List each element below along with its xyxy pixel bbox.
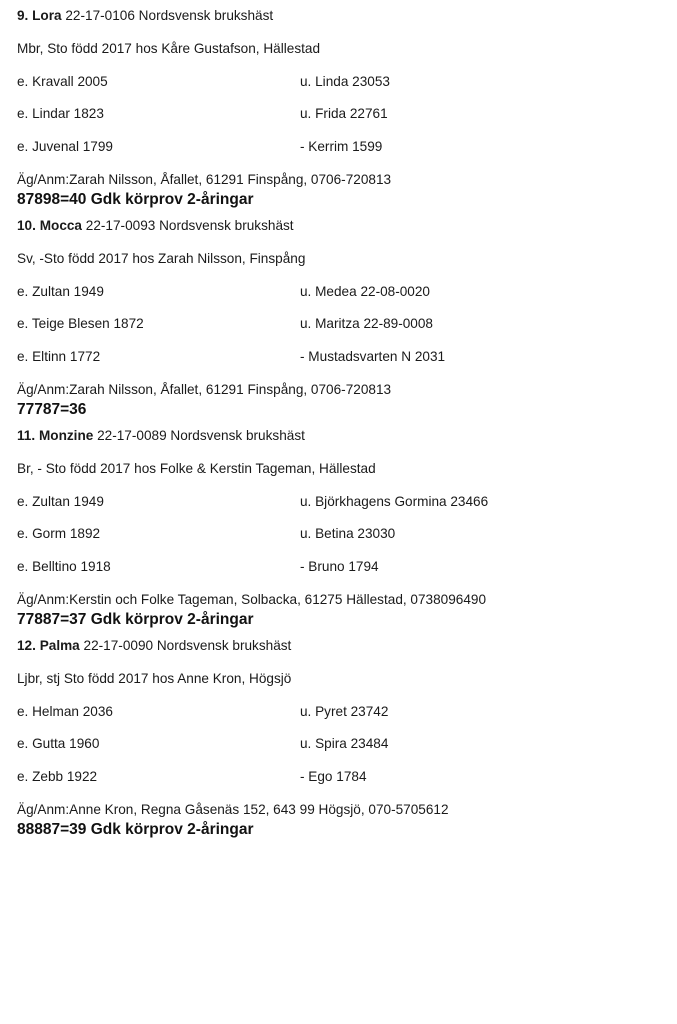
pedigree-sire-line: e. Zultan 1949 — [17, 493, 104, 509]
pedigree-sire-line: e. Zebb 1922 — [17, 769, 98, 785]
owner-info: Äg/Anm:Zarah Nilsson, Åfallet, 61291 Finspång, 0706-720813 — [17, 381, 392, 397]
horse-name: Monzine — [38, 427, 94, 443]
horse-entry-12 — [17, 636, 667, 846]
horse-name: Mocca — [39, 217, 82, 233]
registration-info: 22-17-0093 Nordsvensk brukshäst — [85, 217, 294, 233]
pedigree-dam-line: u. Maritza 22-89-0008 — [300, 316, 433, 332]
entry-number: 10. — [17, 217, 36, 233]
pedigree-dam-line: - Ego 1784 — [300, 769, 367, 785]
pedigree-row — [17, 72, 667, 105]
score-result: 88887=39 Gdk körprov 2-åringar — [17, 820, 254, 838]
entry-number: 12. — [17, 637, 36, 653]
document-page — [17, 6, 667, 846]
pedigree-row — [17, 557, 667, 590]
pedigree-dam-line: u. Frida 22761 — [300, 106, 388, 122]
pedigree-row — [17, 702, 667, 735]
pedigree-row — [17, 314, 667, 347]
pedigree-row — [17, 104, 667, 137]
pedigree-sire-line: e. Teige Blesen 1872 — [17, 316, 144, 332]
horse-description: Br, - Sto född 2017 hos Folke & Kerstin Tageman, Hällestad — [17, 460, 376, 476]
entry-heading — [17, 6, 667, 39]
owner-info: Äg/Anm:Zarah Nilsson, Åfallet, 61291 Finspång, 0706-720813 — [17, 171, 392, 187]
pedigree-row — [17, 492, 667, 525]
owner-info: Äg/Anm:Anne Kron, Regna Gåsenäs 152, 643 99 Högsjö, 070-5705612 — [17, 801, 449, 817]
pedigree-dam-line: u. Pyret 23742 — [300, 703, 389, 719]
score-result: 77887=37 Gdk körprov 2-åringar — [17, 610, 254, 628]
horse-name: Palma — [39, 637, 80, 653]
pedigree-dam-line: u. Spira 23484 — [300, 736, 389, 752]
pedigree-dam-line: - Bruno 1794 — [300, 559, 379, 575]
pedigree-dam-line: u. Björkhagens Gormina 23466 — [300, 493, 489, 509]
pedigree-row — [17, 734, 667, 767]
horse-description: Sv, -Sto född 2017 hos Zarah Nilsson, Finspång — [17, 250, 306, 266]
pedigree-sire-line: e. Kravall 2005 — [17, 73, 108, 89]
entry-heading — [17, 216, 667, 249]
horse-entry-10 — [17, 216, 667, 426]
horse-entry-11 — [17, 426, 667, 636]
pedigree-sire-line: e. Belltino 1918 — [17, 559, 111, 575]
entry-number: 11. — [17, 427, 36, 443]
pedigree-row — [17, 767, 667, 800]
pedigree-sire-line: e. Lindar 1823 — [17, 106, 104, 122]
pedigree-sire-line: e. Helman 2036 — [17, 703, 113, 719]
pedigree-row — [17, 137, 667, 170]
pedigree-dam-line: - Mustadsvarten N 2031 — [300, 349, 446, 365]
pedigree-dam-line: u. Linda 23053 — [300, 73, 390, 89]
pedigree-row — [17, 347, 667, 380]
pedigree-row — [17, 524, 667, 557]
owner-info: Äg/Anm:Kerstin och Folke Tageman, Solbacka, 61275 Hällestad, 0738096490 — [17, 591, 487, 607]
registration-info: 22-17-0090 Nordsvensk brukshäst — [83, 637, 292, 653]
entry-heading — [17, 636, 667, 669]
horse-description: Mbr, Sto född 2017 hos Kåre Gustafson, Hällestad — [17, 40, 321, 56]
registration-info: 22-17-0089 Nordsvensk brukshäst — [97, 427, 305, 443]
entry-number: 9. — [17, 8, 29, 23]
pedigree-sire-line: e. Zultan 1949 — [17, 283, 104, 299]
score-result: 87898=40 Gdk körprov 2-åringar — [17, 190, 254, 208]
pedigree-sire-line: e. Juvenal 1799 — [17, 139, 113, 155]
pedigree-dam-line: u. Betina 23030 — [300, 526, 396, 542]
pedigree-sire-line: e. Gorm 1892 — [17, 526, 101, 542]
horse-entry-9 — [17, 6, 667, 216]
horse-description: Ljbr, stj Sto född 2017 hos Anne Kron, Högsjö — [17, 670, 292, 686]
pedigree-row — [17, 282, 667, 315]
pedigree-sire-line: e. Gutta 1960 — [17, 736, 100, 752]
horse-name: Lora — [32, 8, 62, 23]
entry-heading — [17, 426, 667, 459]
pedigree-sire-line: e. Eltinn 1772 — [17, 349, 101, 365]
pedigree-dam-line: - Kerrim 1599 — [300, 139, 383, 155]
pedigree-dam-line: u. Medea 22-08-0020 — [300, 283, 430, 299]
score-result: 77787=36 — [17, 400, 87, 418]
registration-info: 22-17-0106 Nordsvensk brukshäst — [65, 8, 274, 23]
